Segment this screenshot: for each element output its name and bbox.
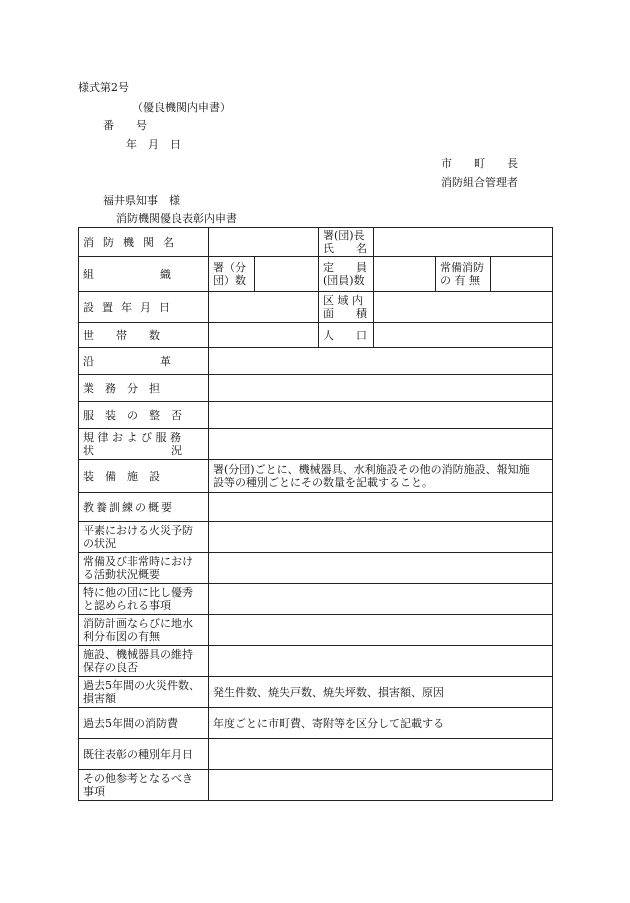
- label-agency-name: 消防機関名: [79, 228, 209, 257]
- value-other-matters: [209, 770, 553, 801]
- row-equipment: [79, 460, 553, 493]
- label-history: 沿 革: [79, 348, 209, 375]
- value-fire-prevention: [209, 522, 553, 553]
- value-standing-brigade: [491, 257, 553, 292]
- label-training: 教養訓練の概要: [79, 493, 209, 522]
- label-uniform: 服 装 の 整 否: [79, 402, 209, 429]
- sender-mayor: 市 町 長: [441, 157, 518, 170]
- value-households: [209, 323, 319, 348]
- label-standing-brigade: 常備消防 の 有 無: [436, 257, 491, 292]
- value-activities: [209, 553, 553, 584]
- value-uniform: [209, 402, 553, 429]
- row-fire-prevention: [79, 522, 553, 553]
- label-excellence: 特に他の団に比し優秀 と認められる事項: [79, 584, 209, 615]
- label-households: 世 帯 数: [79, 323, 209, 348]
- document-title: 消防機関優良表彰内申書: [116, 212, 237, 225]
- row-fire-history: [79, 677, 553, 708]
- value-equipment-note: 署(分団)ごとに、機械器具、水利施設その他の消防施設、報知施 設等の種別ごとにその数量を記載すること。: [209, 460, 553, 493]
- label-equipment: 装 備 施 設: [79, 460, 209, 493]
- date-label: 年 月 日: [126, 138, 181, 151]
- label-organization: 組 織: [79, 257, 209, 292]
- value-capacity: [374, 257, 436, 292]
- value-fire-plan: [209, 615, 553, 646]
- value-maintenance: [209, 646, 553, 677]
- row-discipline: [79, 429, 553, 460]
- value-station-count: [255, 257, 319, 292]
- value-fire-history-note: 発生件数、焼失戸数、焼失坪数、損害額、原因: [209, 677, 553, 708]
- row-other-matters: [79, 770, 553, 801]
- value-agency-name: [209, 228, 319, 257]
- value-establishment-date: [209, 292, 319, 323]
- row-fire-agency-name: [79, 228, 553, 257]
- row-fire-plan: [79, 615, 553, 646]
- row-past-awards: [79, 739, 553, 770]
- number-label: 番 号: [103, 119, 147, 132]
- row-activities: [79, 553, 553, 584]
- label-population: 人 口: [319, 323, 374, 348]
- label-other-matters: その他参考となるべき 事項: [79, 770, 209, 801]
- label-duties: 業 務 分 担: [79, 375, 209, 402]
- form-number: 様式第2号: [78, 81, 129, 94]
- label-chief-name: 署(団)長 氏 名: [319, 228, 374, 257]
- row-uniform: [79, 402, 553, 429]
- label-fire-history: 過去5年間の火災件数、 損害額: [79, 677, 209, 708]
- row-organization: [79, 257, 553, 292]
- value-population: [374, 323, 553, 348]
- value-duties: [209, 375, 553, 402]
- value-past-awards: [209, 739, 553, 770]
- form-subtitle: （優良機関内申書）: [132, 101, 231, 114]
- row-households: [79, 323, 553, 348]
- value-training: [209, 493, 553, 522]
- row-duties: [79, 375, 553, 402]
- row-training: [79, 493, 553, 522]
- label-past-awards: 既往表彰の種別年月日: [79, 739, 209, 770]
- label-area: 区 域 内 面 積: [319, 292, 374, 323]
- label-activities: 常備及び非常時におけ る活動状況概要: [79, 553, 209, 584]
- label-station-count: 署（分 団）数: [209, 257, 255, 292]
- sender-union-manager: 消防組合管理者: [441, 176, 518, 189]
- row-establishment-date: [79, 292, 553, 323]
- value-area: [374, 292, 553, 323]
- row-history: [79, 348, 553, 375]
- value-history: [209, 348, 553, 375]
- value-chief-name: [374, 228, 553, 257]
- value-excellence: [209, 584, 553, 615]
- row-excellence: [79, 584, 553, 615]
- row-fire-expenses: [79, 708, 553, 739]
- value-discipline: [209, 429, 553, 460]
- row-maintenance: [79, 646, 553, 677]
- application-form-table: [78, 227, 553, 801]
- label-establishment-date: 設置年月日: [79, 292, 209, 323]
- value-fire-expenses-note: 年度ごとに市町費、寄附等を区分して記載する: [209, 708, 553, 739]
- label-capacity: 定 員 (団員)数: [319, 257, 374, 292]
- addressee: 福井県知事 様: [103, 194, 180, 207]
- label-fire-plan: 消防計画ならびに地水 利分布図の有無: [79, 615, 209, 646]
- label-discipline: 規 律 お よ び 服 務 状 況: [79, 429, 209, 460]
- label-maintenance: 施設、機械器具の維持 保存の良否: [79, 646, 209, 677]
- label-fire-expenses: 過去5年間の消防費: [79, 708, 209, 739]
- label-fire-prevention: 平素における火災予防 の状況: [79, 522, 209, 553]
